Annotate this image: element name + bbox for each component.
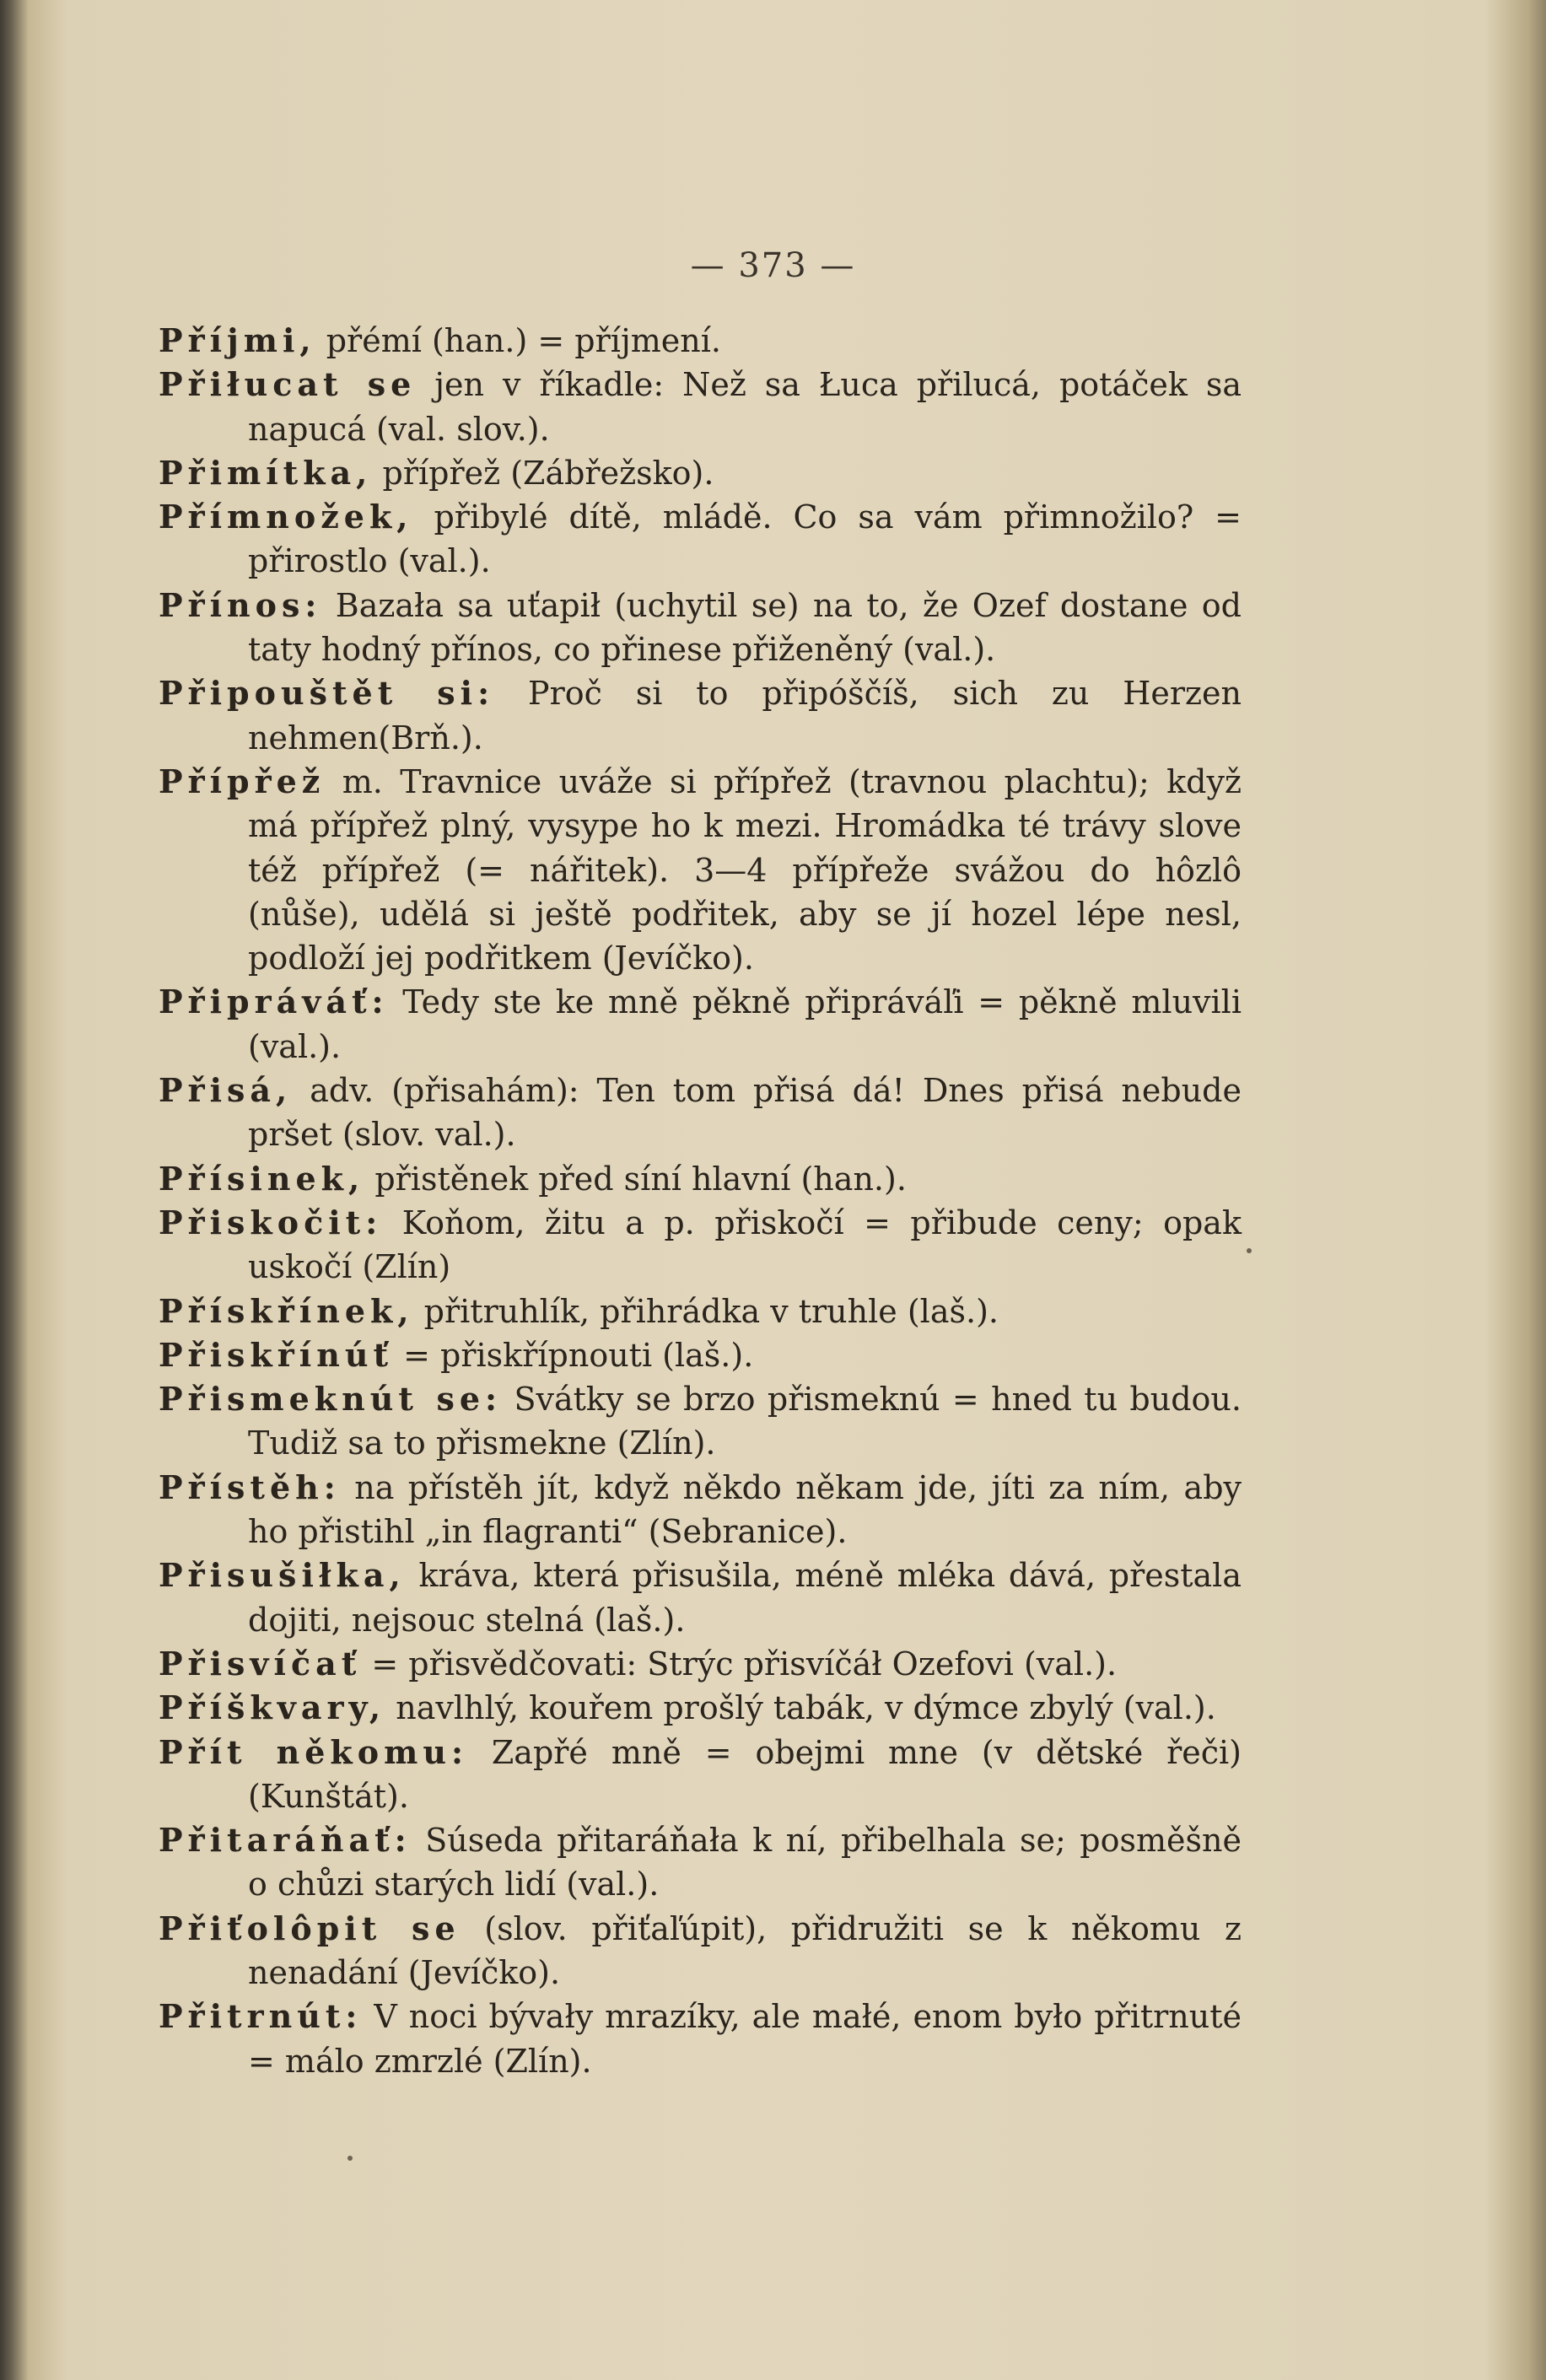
dictionary-entry xyxy=(159,1377,1242,1466)
entry-text: na přístěh jít, když někdo někam jde, jíti za ním, aby ho přistihl „in flagranti“ (Sebranice). xyxy=(248,1468,1242,1551)
dictionary-entry xyxy=(159,1157,1242,1201)
entry-headword: Přisušiłka, xyxy=(159,1556,406,1595)
dictionary-entry xyxy=(159,363,1242,451)
entry-headword: Přiskočit: xyxy=(159,1203,383,1241)
dictionary-entry xyxy=(159,1995,1242,2083)
entry-text: Koňom, žitu a p. přiskočí = přibude ceny; opak uskočí (Zlín) xyxy=(248,1203,1242,1286)
dictionary-entry xyxy=(159,1201,1242,1290)
entry-headword: Přisvíčať xyxy=(159,1644,362,1683)
entry-headword: Přisá, xyxy=(159,1071,293,1110)
entry-headword: Přímnožek, xyxy=(159,498,413,536)
dictionary-entry xyxy=(159,1069,1242,1157)
entry-text: (slov. přiťaľúpit), přidružiti se k někomu z nenadání (Jevíčko). xyxy=(248,1909,1242,1991)
dictionary-entry xyxy=(159,1642,1242,1686)
entry-text: Proč si to připóščíš, sich zu Herzen nehmen(Brň.). xyxy=(248,675,1242,757)
dictionary-entry xyxy=(159,1907,1242,1995)
dictionary-entry xyxy=(159,1686,1242,1730)
entry-headword: Přístěh: xyxy=(159,1467,341,1506)
entry-headword: Přípřež xyxy=(159,762,326,800)
entry-text: V noci bývały mrazíky, ale małé, enom było přitrnuté = málo zmrzlé (Zlín). xyxy=(248,1998,1242,2080)
entry-headword: Přimítka, xyxy=(159,453,373,492)
entry-text: přibylé dítě, mládě. Co sa vám přimnožilo? = přirostlo (val.). xyxy=(248,498,1242,580)
dictionary-entry xyxy=(159,319,1242,363)
page-number: — 373 — xyxy=(690,246,856,285)
dictionary-entry xyxy=(159,1818,1242,1907)
entry-headword: Přismeknút se: xyxy=(159,1380,503,1419)
dictionary-entry xyxy=(159,760,1242,980)
entry-text: = přisvědčovati: Strýc přisvíčáł Ozefovi (val.). xyxy=(361,1645,1118,1683)
entry-text: přémí (han.) = příjmení. xyxy=(315,322,721,359)
entry-text: navlhlý, kouřem prošlý tabák, v dýmce zbylý (val.). xyxy=(385,1689,1216,1727)
dictionary-entry xyxy=(159,1333,1242,1377)
entry-headword: Připráváť: xyxy=(159,983,389,1021)
entry-text: Svátky se brzo přismeknú = hned tu budou. Tudiž sa to přismekne (Zlín). xyxy=(248,1381,1242,1462)
entry-text: Súseda přitaráňała k ní, přibelhala se; posměšně o chůzi starých lidí (val.). xyxy=(248,1822,1242,1903)
entry-headword: Přitrnút: xyxy=(159,1997,363,2036)
print-speck xyxy=(347,2156,353,2161)
dictionary-entry xyxy=(159,451,1242,495)
dictionary-entries xyxy=(159,319,1242,2083)
entry-headword: Přiskřínúť xyxy=(159,1335,394,1374)
entry-text: m. Travnice uváže si přípřež (travnou plachtu); když má přípřež plný, vysype ho k mezi. Hromádka té trávy slove též přípřež (= nářitek). 3—4 přípřeže svážou do hôzlô (nůše), udělá si ještě podřitek, aby se jí hozel lépe nesl, podloží jej podřitkem (Jevíčko). xyxy=(248,762,1242,977)
entry-headword: Přískřínek, xyxy=(159,1291,414,1330)
dictionary-entry xyxy=(159,1731,1242,1819)
entry-text: přitruhlík, přihrádka v truhle (laš.). xyxy=(413,1292,999,1330)
entry-text: adv. (přisahám): Ten tom přisá dá! Dnes přisá nebude pršet (slov. val.). xyxy=(248,1072,1242,1154)
entry-headword: Připouštět si: xyxy=(159,674,495,713)
dictionary-entry xyxy=(159,671,1242,760)
entry-headword: Přít někomu: xyxy=(159,1732,468,1771)
entry-headword: Příjmi, xyxy=(159,321,316,359)
entry-text: Bazała sa uťapił (uchytil se) na to, že Ozef dostane od taty hodný přínos, co přinese přiženěný (val.). xyxy=(248,586,1242,669)
entry-headword: Přínos: xyxy=(159,585,322,624)
dictionary-entry xyxy=(159,1290,1242,1333)
entry-text: = přiskřípnouti (laš.). xyxy=(393,1336,754,1374)
entry-text: jen v říkadle: Než sa Łuca přilucá, potáček sa napucá (val. slov.). xyxy=(248,366,1242,448)
print-speck xyxy=(1247,1248,1252,1253)
entry-headword: Příškvary, xyxy=(159,1688,386,1727)
entry-text: přistěnek před síní hlavní (han.). xyxy=(364,1160,907,1198)
dictionary-entry xyxy=(159,584,1242,672)
entry-text: přípřež (Zábřežsko). xyxy=(372,454,714,492)
dictionary-entry xyxy=(159,1466,1242,1554)
dictionary-entry xyxy=(159,495,1242,584)
entry-headword: Přitaráňať: xyxy=(159,1821,412,1860)
dictionary-entry xyxy=(159,980,1242,1069)
entry-text: kráva, která přisušila, méně mléka dává, přestala dojiti, nejsouc stelná (laš.). xyxy=(248,1557,1242,1639)
entry-headword: Přísinek, xyxy=(159,1159,365,1198)
entry-headword: Přiťolôpit se xyxy=(159,1909,461,1947)
entry-headword: Přiłucat se xyxy=(159,365,417,404)
dictionary-entry xyxy=(159,1553,1242,1642)
entry-text: Zapřé mně = obejmi mne (v dětské řeči) (Kunštát). xyxy=(248,1733,1242,1815)
entry-text: Tedy ste ke mně pěkně připráváľi = pěkně mluvili (val.). xyxy=(248,983,1242,1065)
